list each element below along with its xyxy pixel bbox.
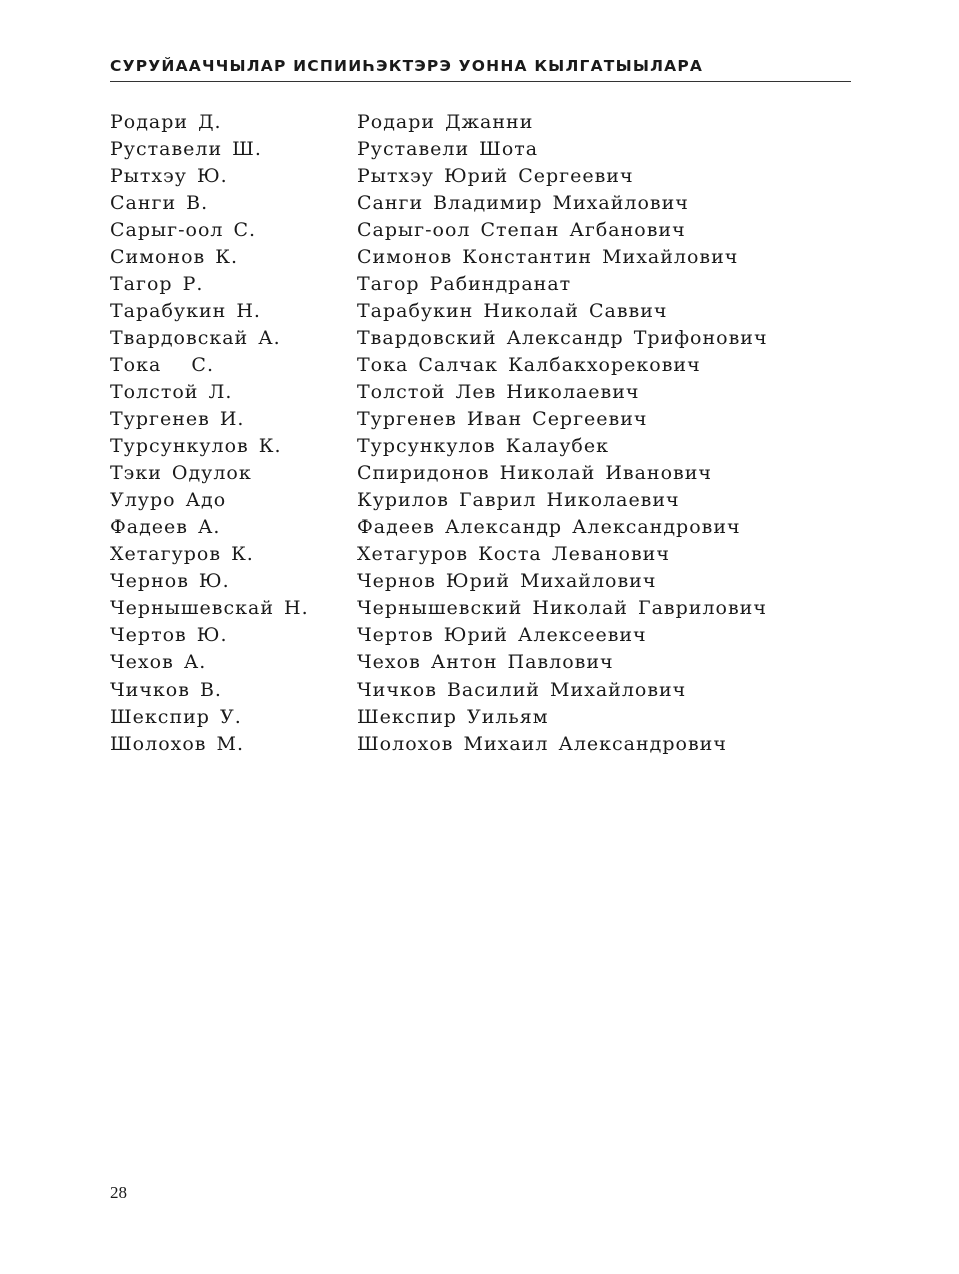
author-full-name: Спиридонов Николай Иванович <box>357 462 712 485</box>
author-full-name: Тока Салчак Калбакхорекович <box>357 353 701 376</box>
author-short-name: Толстой Л. <box>110 380 233 403</box>
list-item <box>110 622 850 649</box>
author-full-name: Тарабукин Николай Саввич <box>357 299 668 322</box>
list-item <box>110 433 850 460</box>
author-short-name: Рытхэу Ю. <box>110 164 228 187</box>
author-short-name: Тарабукин Н. <box>110 299 261 322</box>
author-short-name: Шолохов М. <box>110 732 245 755</box>
list-item <box>110 270 850 297</box>
list-item <box>110 514 850 541</box>
author-short-name: Санги В. <box>110 191 209 214</box>
author-full-name: Сарыг-оол Степан Агбанович <box>357 218 686 241</box>
author-full-name: Симонов Константин Михайлович <box>357 245 739 268</box>
author-full-name: Шекспир Уильям <box>357 705 549 728</box>
author-short-name: Твардовскай А. <box>110 326 281 349</box>
author-short-name: Шекспир У. <box>110 705 242 728</box>
author-full-name: Курилов Гаврил Николаевич <box>357 489 680 512</box>
list-item <box>110 108 850 135</box>
author-short-name: Чехов А. <box>110 651 207 674</box>
author-abbreviation-list <box>110 108 850 757</box>
author-short-name: Турсункулов К. <box>110 435 282 458</box>
list-item <box>110 243 850 270</box>
list-item <box>110 216 850 243</box>
list-item <box>110 703 850 730</box>
author-full-name: Толстой Лев Николаевич <box>357 380 640 403</box>
author-short-name: Тагор Р. <box>110 272 204 295</box>
author-full-name: Турсункулов Калаубек <box>357 435 609 458</box>
author-short-name: Чернов Ю. <box>110 570 230 593</box>
list-item <box>110 324 850 351</box>
header-rule <box>110 81 851 82</box>
running-head-title: СУРУЙААЧЧЫЛАР ИСПИИҺЭКТЭРЭ УОННА КЫЛГАТЫЫЛАРА <box>110 57 704 75</box>
list-item <box>110 189 850 216</box>
list-item <box>110 406 850 433</box>
author-full-name: Шолохов Михаил Александрович <box>357 732 727 755</box>
author-full-name: Тургенев Иван Сергеевич <box>357 408 648 431</box>
author-short-name: Фадеев А. <box>110 516 221 539</box>
author-short-name: Симонов К. <box>110 245 239 268</box>
author-full-name: Чернышевский Николай Гаврилович <box>357 597 767 620</box>
author-short-name: Тэки Одулок <box>110 462 252 485</box>
author-full-name: Чертов Юрий Алексеевич <box>357 624 647 647</box>
author-full-name: Чернов Юрий Михайлович <box>357 570 657 593</box>
author-short-name: Сарыг-оол С. <box>110 218 257 241</box>
author-full-name: Тагор Рабиндранат <box>357 272 572 295</box>
list-item <box>110 378 850 405</box>
author-full-name: Хетагуров Коста Леванович <box>357 543 670 566</box>
list-item <box>110 460 850 487</box>
author-full-name: Чичков Василий Михайлович <box>357 678 687 701</box>
author-short-name: Чертов Ю. <box>110 624 228 647</box>
author-short-name: Хетагуров К. <box>110 543 254 566</box>
author-short-name: Тургенев И. <box>110 408 245 431</box>
author-short-name: Руставели Ш. <box>110 137 262 160</box>
author-short-name: Чичков В. <box>110 678 222 701</box>
author-short-name: Улуро Адо <box>110 489 227 512</box>
list-item <box>110 568 850 595</box>
list-item <box>110 541 850 568</box>
list-item <box>110 730 850 757</box>
author-short-name: Родари Д. <box>110 110 222 133</box>
list-item <box>110 162 850 189</box>
list-item <box>110 595 850 622</box>
author-full-name: Руставели Шота <box>357 137 539 160</box>
list-item <box>110 649 850 676</box>
author-full-name: Санги Владимир Михайлович <box>357 191 689 214</box>
list-item <box>110 351 850 378</box>
list-item <box>110 487 850 514</box>
author-full-name: Твардовский Александр Трифонович <box>357 326 768 349</box>
author-full-name: Рытхэу Юрий Сергеевич <box>357 164 634 187</box>
list-item <box>110 676 850 703</box>
list-item <box>110 135 850 162</box>
author-short-name: Чернышевскай Н. <box>110 597 309 620</box>
author-full-name: Родари Джанни <box>357 110 534 133</box>
author-full-name: Фадеев Александр Александрович <box>357 516 741 539</box>
list-item <box>110 297 850 324</box>
author-short-name: Тока С. <box>110 353 215 376</box>
page-number: 28 <box>110 1183 127 1202</box>
author-full-name: Чехов Антон Павлович <box>357 651 614 674</box>
